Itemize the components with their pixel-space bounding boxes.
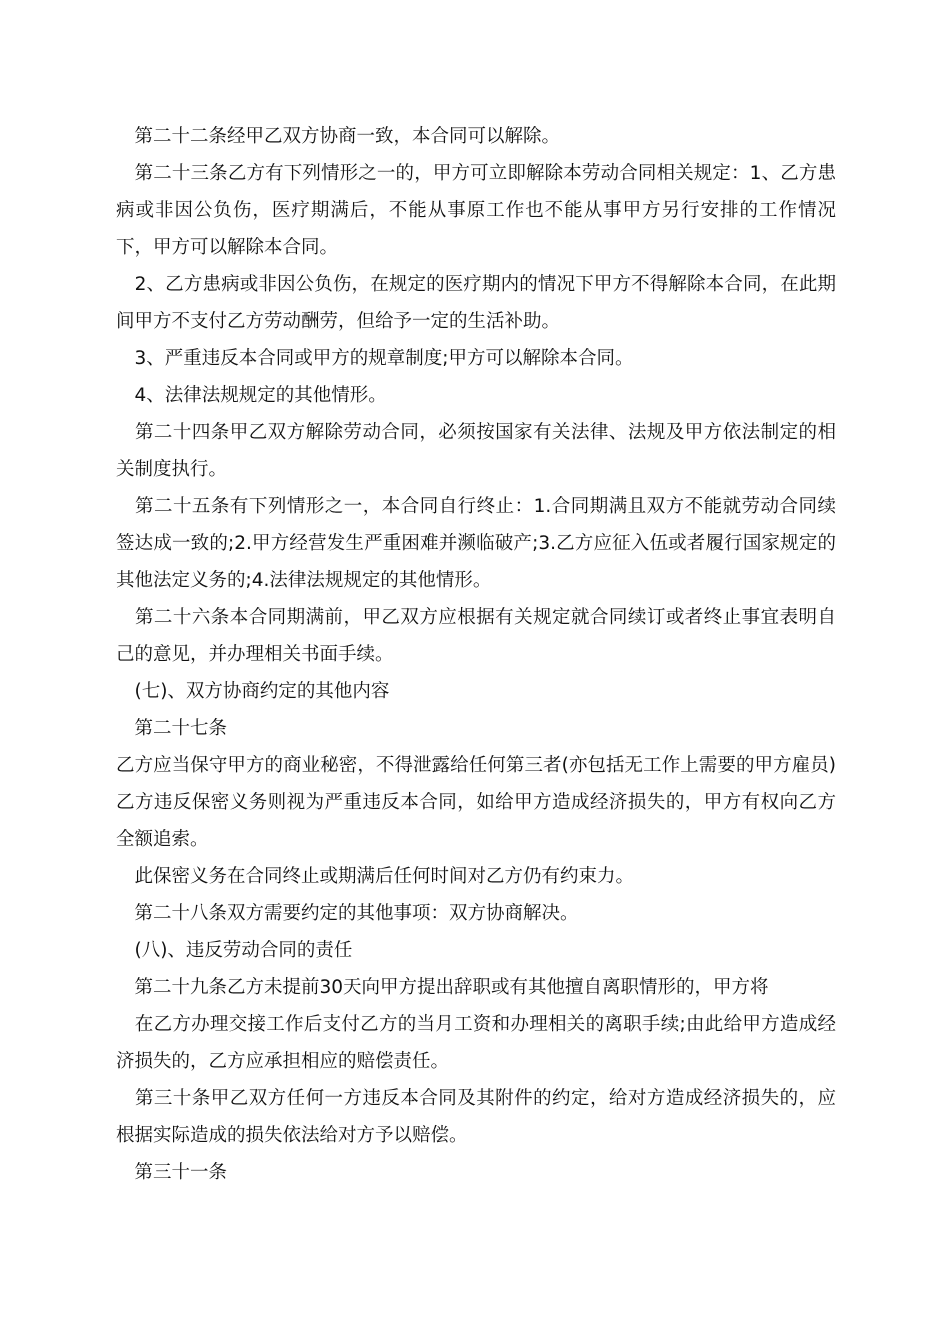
paragraph-article-29-part-2: 在乙方办理交接工作后支付乙方的当月工资和办理相关的离职手续;由此给甲方造成经济损失的，乙方应承担相应的赔偿责任。 (116, 1014, 836, 1072)
paragraph-article-27-note: 此保密义务在合同终止或期满后任何时间对乙方仍有约束力。 (116, 866, 635, 887)
section-heading-8: (八)、违反劳动合同的责任 (116, 940, 353, 961)
paragraph-article-23: 第二十三条乙方有下列情形之一的，甲方可立即解除本劳动合同相关规定：1、乙方患病或非因公负伤，医疗期满后，不能从事原工作也不能从事甲方另行安排的工作情况下，甲方可以解除本合同。 (116, 163, 836, 258)
paragraph-article-23-item-3: 3、严重违反本合同或甲方的规章制度;甲方可以解除本合同。 (116, 348, 634, 369)
paragraph-article-24: 第二十四条甲乙双方解除劳动合同，必须按国家有关法律、法规及甲方依法制定的相关制度执行。 (116, 422, 836, 480)
paragraph-article-28: 第二十八条双方需要约定的其他事项：双方协商解决。 (116, 903, 579, 924)
paragraph-article-27-body: 乙方应当保守甲方的商业秘密，不得泄露给任何第三者(亦包括无工作上需要的甲方雇员)乙方违反保密义务则视为严重违反本合同，如给甲方造成经济损失的，甲方有权向乙方全额追索。 (116, 755, 836, 850)
paragraph-article-30: 第三十条甲乙双方任何一方违反本合同及其附件的约定，给对方造成经济损失的，应根据实际造成的损失依法给对方予以赔偿。 (116, 1088, 836, 1146)
paragraph-article-27-title: 第二十七条 (116, 718, 228, 739)
paragraph-article-23-item-2: 2、乙方患病或非因公负伤，在规定的医疗期内的情况下甲方不得解除本合同，在此期间甲方不支付乙方劳动酬劳，但给予一定的生活补助。 (116, 274, 836, 332)
paragraph-article-31-title: 第三十一条 (116, 1162, 228, 1183)
paragraph-article-22: 第二十二条经甲乙双方协商一致，本合同可以解除。 (116, 126, 561, 147)
paragraph-article-25: 第二十五条有下列情形之一，本合同自行终止：1.合同期满且双方不能就劳动合同续签达成一致的;2.甲方经营发生严重困难并濒临破产;3.乙方应征入伍或者履行国家规定的其他法定义务的;4.法律法规规定的其他情形。 (116, 496, 836, 591)
paragraph-article-26: 第二十六条本合同期满前，甲乙双方应根据有关规定就合同续订或者终止事宜表明自己的意见，并办理相关书面手续。 (116, 607, 836, 665)
paragraph-article-29-part-1: 第二十九条乙方未提前30天向甲方提出辞职或有其他擅自离职情形的，甲方将 (116, 977, 769, 998)
paragraph-article-23-item-4: 4、法律法规规定的其他情形。 (116, 385, 387, 406)
section-heading-7: (七)、双方协商约定的其他内容 (116, 681, 390, 702)
document-body (116, 118, 836, 1191)
